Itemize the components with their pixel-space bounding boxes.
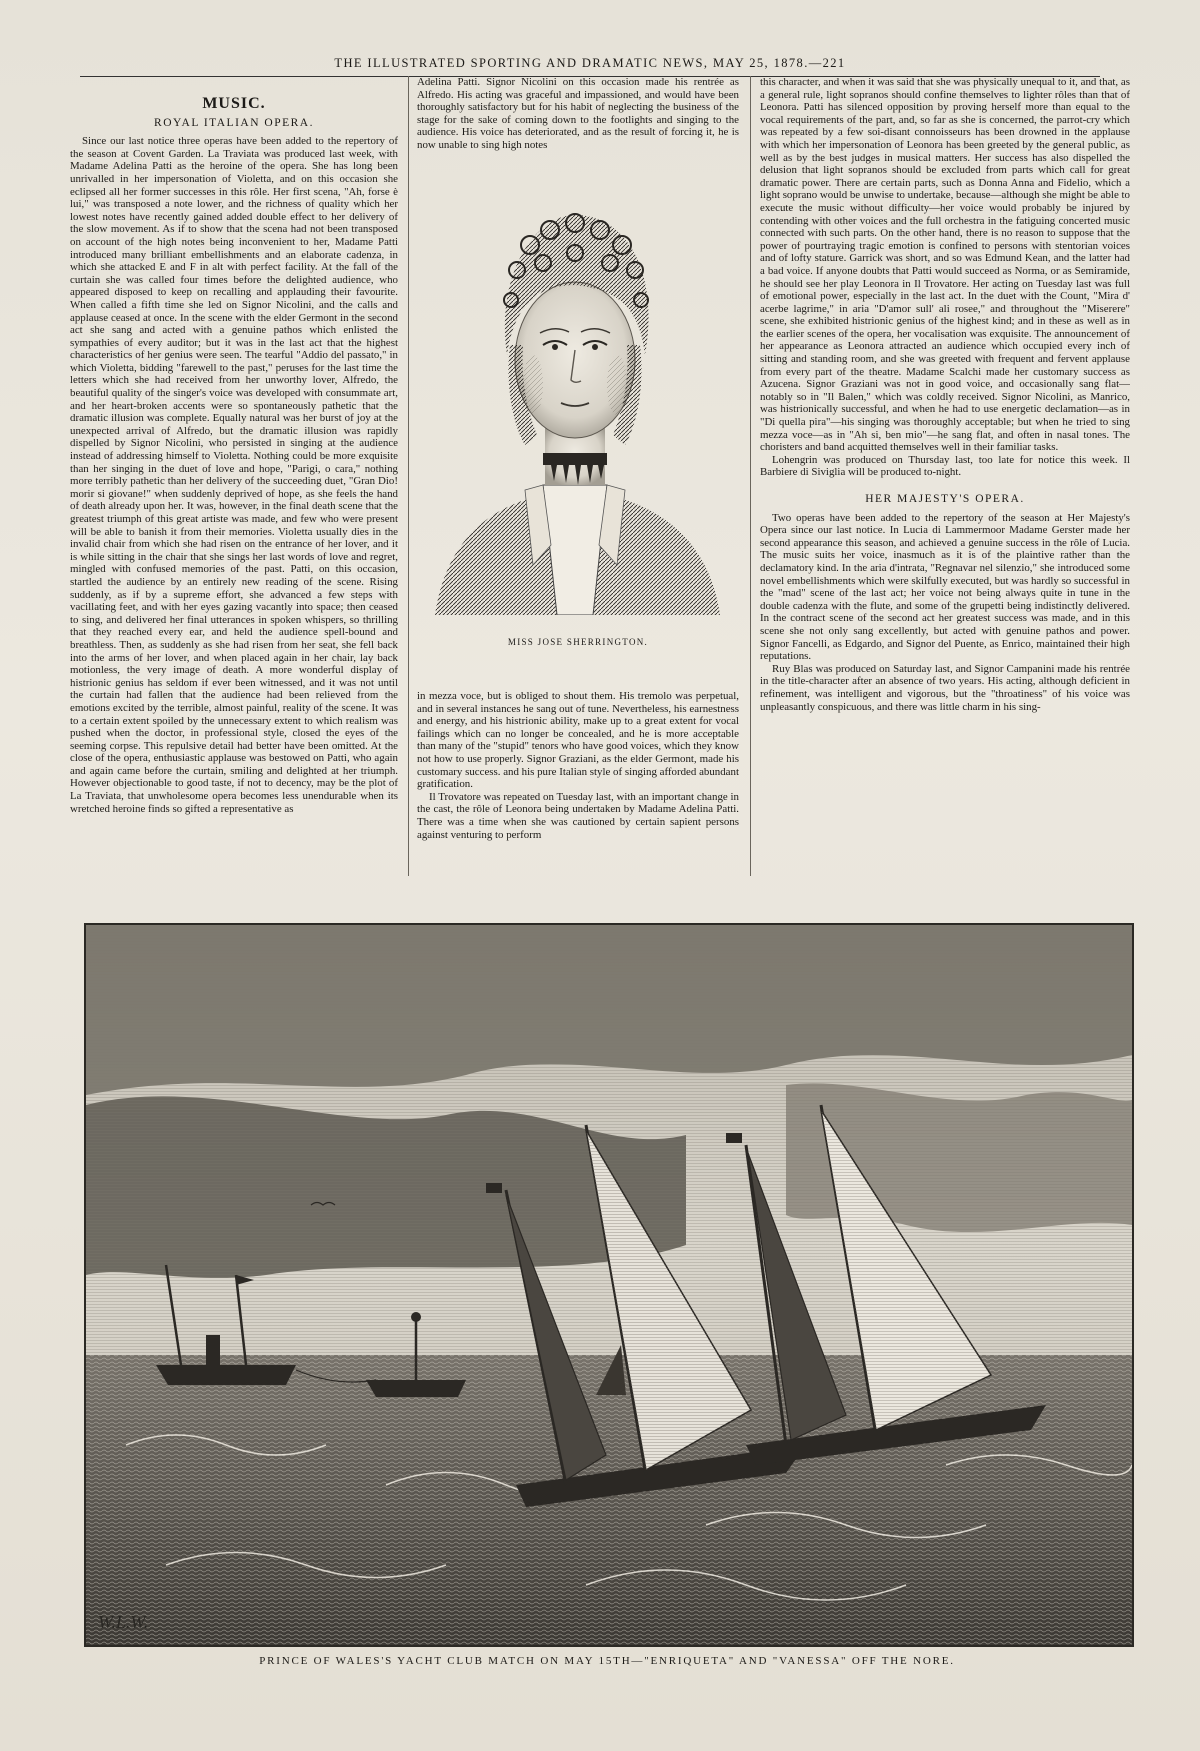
article-body: Since our last notice three operas have been added to the repertory of the season at Covent Garden. La Traviata was produced last week, with Madame Adelina Patti as the heroine of the opera. She has long been unrivalled in her impersonation of Violetta, and on this occasion she eclipsed all her former successes in this rôle. Her first scena, "Ah, forse è lui," was transposed a note lower, and the richness of quality which her lowest notes have recently gained added double effect to her delivery of the slow movement. As if to show that the scena had not been transposed on account of the high notes being inconvenient to her, Madame Patti introduced many brilliant embellishments and an elaborate cadenza, in which she attacked E and F in alt with perfect facility. At the fall of the curtain she was called four times before the delighted audience, who appeared disposed to keep on recalling and applauding their favourite. When called a fifth time she led on Signor Nicolini, and the calls and applause ceased at once. In the scene with the elder Germont in the second act she sang and acted with a genuine pathos which enlisted the sympathies of every auditor; but it was in the last act that the highest characteristics of her genius were seen. The tearful "Addio del passato," in which Violetta, bidding "farewell to the past," peruses for the last time the letters which she had received from her unworthy lover, Alfredo, the beautiful quality of the singer's voice was developed with consummate art, and her heart-broken accents were so spontaneously pathetic that the dramatic illusion was complete. Equally natural was her burst of joy at the unexpected arrival of Alfredo, but the dramatic illusion was rapidly dispelled by Signor Nicolini, who persisted in singing at the audience instead of addressing himself to Violetta. Nothing could be more exquisite than her singing in the duet of love and hope, "Parigi, o cara," nothing more terribly pathetic than her delivery of the succeeding duet, "Gran Dio! morir si giovane!" when suddenly deprived of hope, as she feels the hand of death already upon her. It was, however, in the final death scene that the greatest triumph of this great artiste was made, and few who were present will be able to banish it from their memories. Violetta usually dies in the invalid chair from which she had risen on the entrance of her lover, and it is while sitting in the chair that she sings her last words of love and regret, mingled with confused memories of the past. Patti, on this occasion, startled the audience by an entirely new reading of the scene. Rising suddenly, as if by a supreme effort, she advanced a few steps with vacillating feet, and with her eyes gazing vacantly into space; then ceased to sing, and delivered her final utterances in spoken whispers, so thrilling that they reached every ear, and held the audience spell-bound and breathless. Then, as suddenly as she had risen from her seat, she fell back into the arms of her lover, and when placed again in her chair, lay back motionless, the very image of death. A more wonderful display of histrionic genius has seldom if ever been witnessed, and it was not until the curtain had fallen that the audience had been relieved from the emotions excited by the terrible, almost painful, reality of the scene. It was to a certain extent spoiled by the unnecessary extent to which realism was pushed when the doctor, in professional style, closed the eyes of the seeming corpse. This repulsive detail had better have been omitted. At the close of the opera, enthusiastic applause was bestowed on Patti, who again and again came before the curtain, smiling and delighted at her triumph. However objectionable to good taste, if not to decency, may be the plot of La Traviata, that unwholesome opera becomes less unendurable when its wretched heroine finds so gifted a representative as [70, 135, 398, 815]
artist-signature: W.L.W. [98, 1612, 149, 1632]
article-body: this character, and when it was said that she was physically unequal to it, and that, as a general rule, light sopranos should confine themselves to lighter rôles than that of Leonora. Patti has silenced opposition by proving herself more than equal to the vocal requirements of the part, and, so far as she is concerned, the parrot-cry which was repeated by a few soi-disant connoisseurs has been drowned in the applause with which her impersonation of Leonora has been greeted by the general public, as well as by the best judges in musical matters. Her success has also dispelled the delusion that light sopranos should be excluded from parts which call for great dramatic power. There are certain parts, such as Donna Anna and Fidelio, which a light soprano would be unwise to undertake, because—although she might be able to execute the music without difficulty—her voice would probably be injured by contending with other voices and the full orchestra in the fatiguing concerted music connected with such parts. On the other hand, there is no reason to suppose that the power of pourtraying tragic emotion is confined to persons with stentorian voices and of lofty stature. Garrick was short, and so was Edmund Kean, and the latter had a bad voice. If anyone doubts that Patti would succeed as Norma, or as Semiramide, he should see her play Leonora in Il Trovatore. Her acting on Tuesday last was full of emotional power, especially in the last act. In the duet with the Count, "Mira d' acerbe lagrime," in aria "D'amor sull' ali rosee," and throughout the "Miserere" scene, she exhibited histrionic genius of the highest kind; and in these as well as in the earlier scenes of the opera, her vocalisation was exquisite. The announcement of her appearance as Leonora attracted an audience which occupied every inch of sitting and standing room, and she was greeted with frequent and fervent applause from every part of the theatre. Madame Scalchi made her customary success as Azucena. Signor Graziani was not in good voice, and occasionally sang flat—notably so in "Il Balen," which was coldly received. Signor Nicolini, as Manrico, was histrionically successful, and when he had to use energetic declamation—as in "Di quella pira"—his singing was thoroughly acceptable; but when he tried to sing mezza voce—as in "Ah si, ben mio"—he sang flat, and often in nasal tones. The choristers and band acquitted themselves well in their familiar tasks. [760, 76, 1130, 454]
column-right [760, 76, 1130, 876]
column-divider [750, 76, 751, 876]
column-music [70, 76, 398, 876]
yacht-race-illustration [86, 925, 1132, 1645]
subheading-royal-italian-opera: ROYAL ITALIAN OPERA. [154, 116, 314, 129]
section-title: MUSIC. [202, 95, 266, 112]
column-middle-top [417, 76, 739, 168]
yacht-race-engraving [84, 923, 1134, 1647]
running-header: THE ILLUSTRATED SPORTING AND DRAMATIC NEWS, MAY 25, 1878.—221 [80, 56, 1100, 77]
column-divider [408, 76, 409, 876]
subheading-her-majestys-opera: HER MAJESTY'S OPERA. [865, 493, 1025, 505]
article-body: Two operas have been added to the repertory of the season at Her Majesty's Opera since our last notice. In Lucia di Lammermoor Madame Gerster made her second appearance this season, and achieved a genuine success in the rôle of Lucia. The music suits her voice, inasmuch as it is of the plaintive rather than the declamatory kind. In the aria d'intrata, "Regnavar nel silenzio," she introduced some novel embellishments which were skilfully executed, but was hardly so successful in the "mad" scene of the last act; her voice not being always quite in tune in the double cadenza with the flute, and some of the grupetti being indistinctly delivered. In the contract scene of the second act her greatest success was made, and in this scene she not only sang excellently, but acted with genuine pathos and power. Signor Fancelli, as Edgardo, and Signor del Puente, as Enrico, maintained their high reputations. [760, 511, 1130, 663]
column-middle-bottom [417, 690, 739, 876]
article-body: Ruy Blas was produced on Saturday last, and Signor Campanini made his rentrée in the title-character after an absence of two years. His acting, although deficient in refinement, was intelligent and vigorous, but the "throatiness" of his voice was unpleasantly conspicuous, and there was little charm in his sing- [760, 662, 1130, 713]
article-body: Lohengrin was produced on Thursday last, too late for notice this week. Il Barbiere di Siviglia will be produced to-night. [760, 453, 1130, 479]
portrait-engraving [425, 185, 725, 615]
portrait-caption: MISS JOSE SHERRINGTON. [507, 637, 649, 647]
engraving-caption: PRINCE OF WALES'S YACHT CLUB MATCH ON MAY 15TH—"ENRIQUETA" AND "VANESSA" OFF THE NORE. [259, 1655, 955, 1667]
article-body: Adelina Patti. Signor Nicolini on this occasion made his rentrée as Alfredo. His acting was graceful and impassioned, and would have been thoroughly satisfactory but for his habit of neglecting the business of the stage for the sake of coming down to the footlights and singing to the audience. His voice has deteriorated, and as the result of forcing it, he is now unable to sing high notes [417, 76, 739, 151]
article-body: in mezza voce, but is obliged to shout them. His tremolo was perpetual, and in several instances he sang out of tune. Nevertheless, his earnestness and energy, and his histrionic ability, make up to a great extent for vocal failings which can no longer be concealed, and he is more acceptable than many of the "stupid" tenors who have good voices, which they know not how to use properly. Signor Graziani, as the elder Germont, made his customary success. and his pure Italian style of singing afforded abundant gratification. [417, 690, 739, 791]
article-body: Il Trovatore was repeated on Tuesday last, with an important change in the cast, the rôle of Leonora being undertaken by Madame Adelina Patti. There was a time when she was cautioned by certain sapient persons against venturing to perform [417, 790, 739, 841]
portrait-illustration [425, 185, 725, 615]
